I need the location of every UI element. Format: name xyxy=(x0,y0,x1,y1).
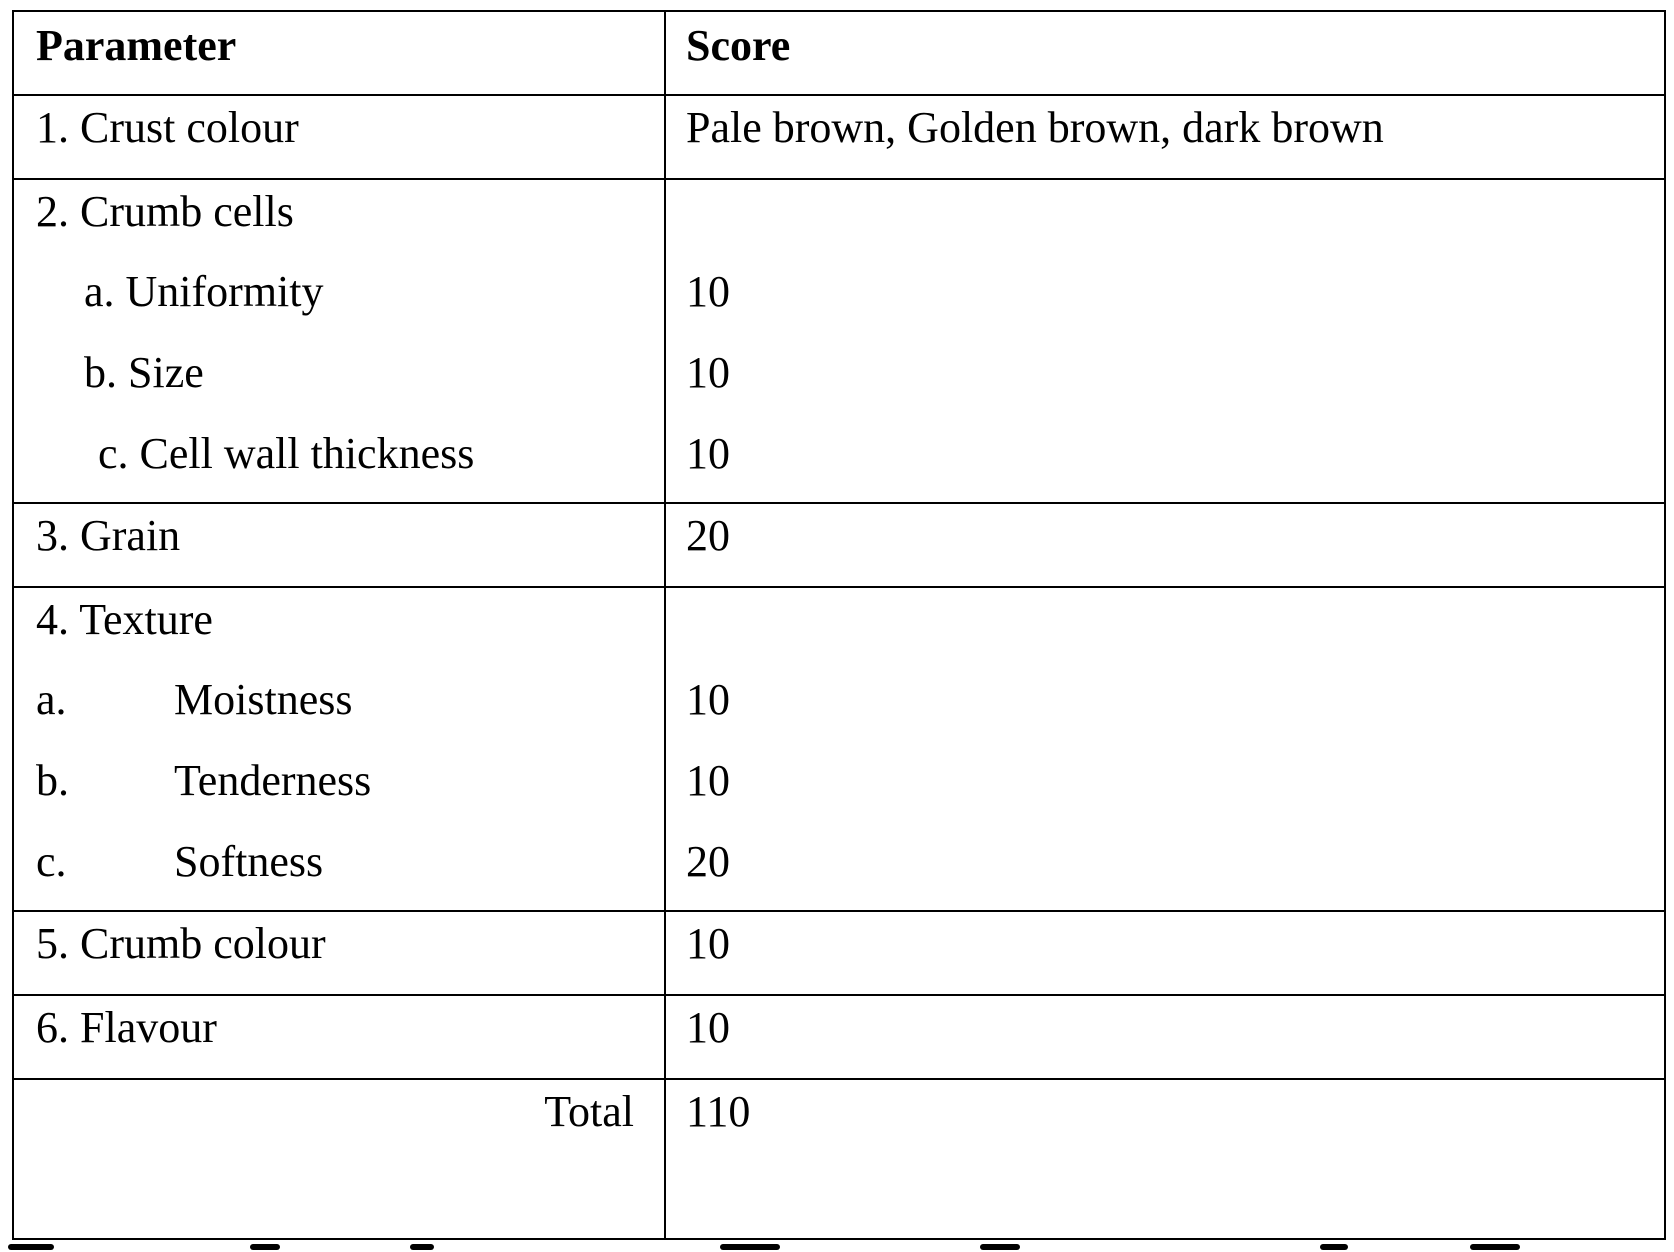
sub-parameter-label: Tenderness xyxy=(174,756,372,805)
score-value: 10 xyxy=(686,1003,730,1052)
parameter-label: 1. Crust colour xyxy=(36,103,299,152)
table-row xyxy=(14,996,1664,1080)
score-value: 10 xyxy=(686,756,730,805)
score-value: 10 xyxy=(686,348,730,397)
total-value: 110 xyxy=(686,1087,751,1136)
cropped-text-fragments xyxy=(0,1244,1674,1252)
total-label: Total xyxy=(544,1087,634,1136)
score-value: 10 xyxy=(686,675,730,724)
score-value: 10 xyxy=(686,267,730,316)
parameter-label: 3. Grain xyxy=(36,511,181,560)
sub-parameter-label: Softness xyxy=(174,837,324,886)
parameter-label: 5. Crumb colour xyxy=(36,919,326,968)
total-row xyxy=(14,1080,1664,1238)
score-value: 20 xyxy=(686,837,730,886)
sub-parameter-label: a. Uniformity xyxy=(84,267,324,316)
parameter-label: 2. Crumb cells xyxy=(36,187,294,236)
sub-parameter-letter: c. xyxy=(36,837,67,886)
sub-parameter-letter: a. xyxy=(36,675,67,724)
parameter-label: 4. Texture xyxy=(36,595,213,644)
score-value: Pale brown, Golden brown, dark brown xyxy=(686,103,1384,152)
table-row xyxy=(14,180,1664,504)
parameter-label: 6. Flavour xyxy=(36,1003,217,1052)
header-score: Score xyxy=(686,21,791,70)
header-row xyxy=(14,12,1664,96)
score-value: 10 xyxy=(686,429,730,478)
score-value: 20 xyxy=(686,511,730,560)
sub-parameter-letter: b. xyxy=(36,756,69,805)
sub-parameter-label: b. Size xyxy=(84,348,204,397)
table-row xyxy=(14,504,1664,588)
table-row xyxy=(14,96,1664,180)
scoring-table xyxy=(12,10,1666,1240)
sub-parameter-label: Moistness xyxy=(174,675,353,724)
table-row xyxy=(14,588,1664,912)
table-row xyxy=(14,912,1664,996)
score-value: 10 xyxy=(686,919,730,968)
header-parameter: Parameter xyxy=(36,21,237,70)
sub-parameter-label: c. Cell wall thickness xyxy=(98,429,475,478)
